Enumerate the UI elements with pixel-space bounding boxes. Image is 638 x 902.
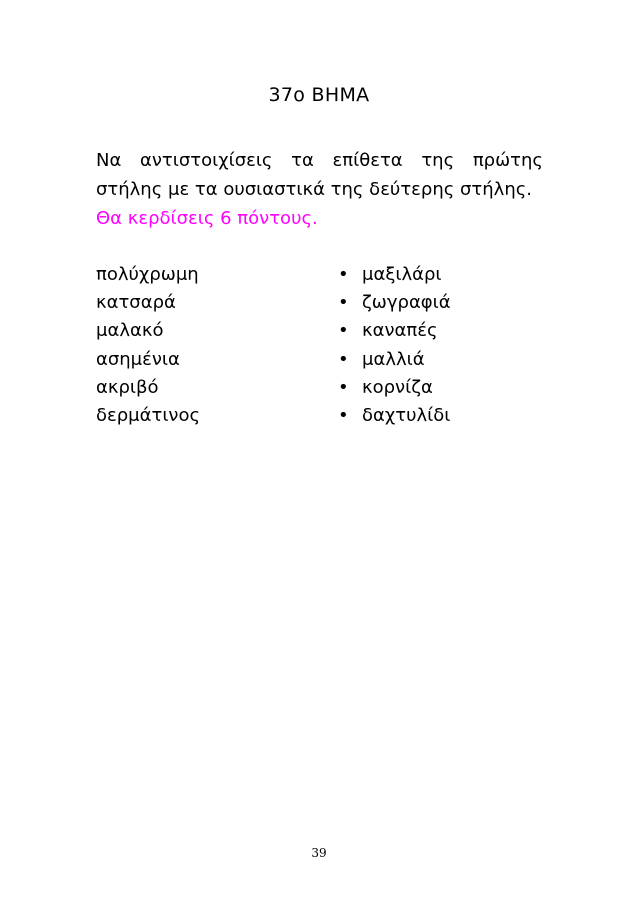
adjective-item: δερμάτινος [96, 404, 201, 426]
noun-item [338, 374, 558, 402]
adjectives-column [96, 261, 316, 430]
bullet-icon: • [338, 292, 349, 314]
page-number: 39 [311, 846, 327, 860]
instructions [96, 146, 543, 233]
noun-label: δαχτυλίδι [362, 404, 451, 426]
adjective-item: κατσαρά [96, 292, 176, 314]
bullet-icon: • [338, 404, 349, 426]
noun-item [338, 346, 558, 374]
noun-item [338, 289, 558, 317]
instruction-line-1: Να αντιστοιχίσεις τα επίθετα της πρώτης [96, 150, 543, 171]
noun-label: ζωγραφιά [362, 292, 451, 314]
adjective-item: πολύχρωμη [96, 264, 199, 285]
noun-item [338, 402, 558, 430]
noun-label: κορνίζα [362, 376, 433, 398]
adjective-item: ασημένια [96, 348, 180, 370]
adjective-item: μαλακό [96, 320, 164, 342]
noun-label: καναπές [362, 320, 438, 342]
noun-item [338, 261, 558, 289]
noun-item [338, 317, 558, 345]
instruction-line-2: στήλης με τα ουσιαστικά της δεύτερης στήλης. [96, 179, 533, 200]
adjective-item: ακριβό [96, 376, 159, 398]
noun-label: μαλλιά [362, 348, 425, 370]
page-title: 37ο ΒΗΜΑ [268, 84, 370, 106]
bullet-icon: • [338, 376, 349, 398]
nouns-column [338, 261, 558, 430]
reward-note: Θα κερδίσεις 6 πόντους. [96, 208, 318, 229]
bullet-icon: • [338, 348, 349, 370]
bullet-icon: • [338, 320, 349, 342]
bullet-icon: • [338, 264, 349, 285]
noun-label: μαξιλάρι [362, 264, 442, 285]
